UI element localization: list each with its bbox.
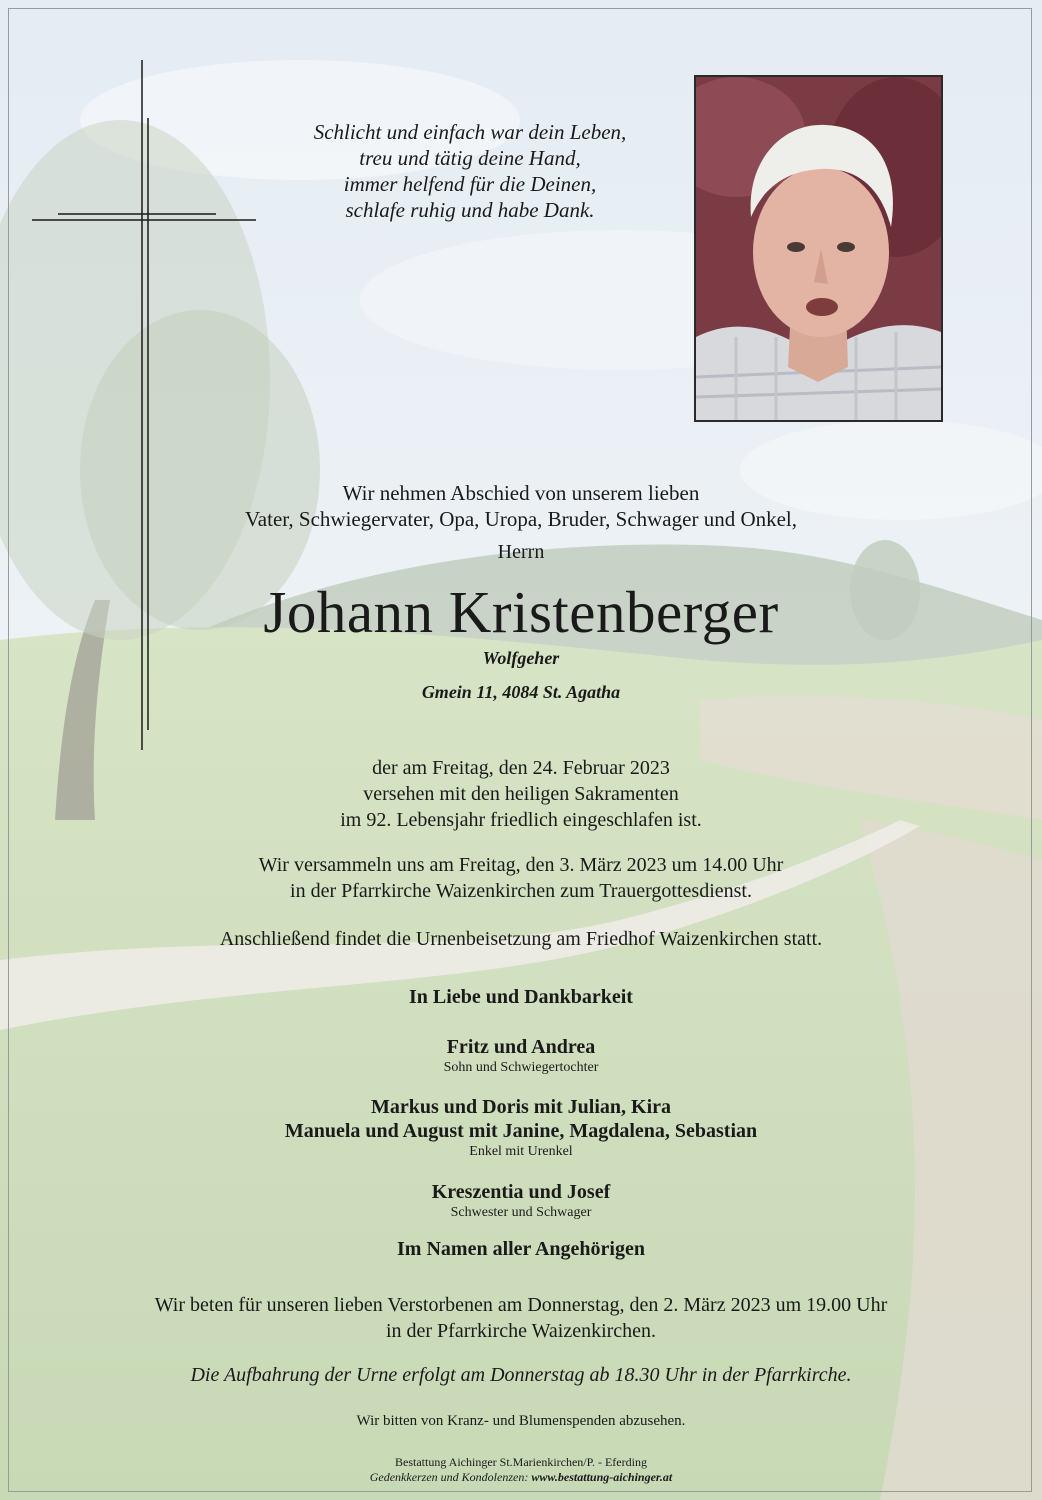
family-relation: Schwester und Schwager <box>450 1205 592 1220</box>
service-line-1: Wir versammeln uns am Freitag, den 3. März 2023 um 14.00 Uhr <box>258 854 784 876</box>
family-group-grandchildren <box>0 1095 1042 1161</box>
family-names: Manuela und August mit Janine, Magdalena, Sebastian <box>284 1120 758 1142</box>
family-names: Markus und Doris mit Julian, Kira <box>370 1096 672 1118</box>
condolence-line <box>0 1470 1042 1485</box>
family-names: Fritz und Andrea <box>446 1036 596 1058</box>
family-group-sister <box>0 1180 1042 1222</box>
all-relatives: Im Namen aller Angehörigen <box>397 1238 645 1260</box>
website-link[interactable]: www.bestattung-aichinger.at <box>531 1470 673 1484</box>
flowers-notice: Wir bitten von Kranz- und Blumenspenden abzusehen. <box>356 1413 686 1429</box>
funeral-service <box>0 852 1042 904</box>
family-relation: Sohn und Schwiegertochter <box>443 1060 599 1075</box>
deceased-address: Gmein 11, 4084 St. Agatha <box>421 682 621 702</box>
death-notice <box>0 755 1042 833</box>
death-line-3: im 92. Lebensjahr friedlich eingeschlafen ist. <box>340 809 702 831</box>
quote-line: treu und tätig deine Hand, <box>359 146 581 170</box>
deceased-name: Johann Kristenberger <box>263 579 779 645</box>
quote-line: schlafe ruhig und habe Dank. <box>345 198 595 222</box>
cross-icon <box>30 60 260 750</box>
death-line-1: der am Freitag, den 24. Februar 2023 <box>372 757 670 779</box>
poem-quote <box>230 119 710 223</box>
deceased-nickname: Wolfgeher <box>482 648 560 668</box>
prayer-line-1: Wir beten für unseren lieben Verstorbenen am Donnerstag, den 2. März 2023 um 19.00 Uhr <box>154 1294 888 1316</box>
family-names: Kreszentia und Josef <box>431 1181 611 1203</box>
salutation: Herrn <box>497 541 545 563</box>
intro-line-2: Vater, Schwiegervater, Opa, Uropa, Bruder, Schwager und Onkel, <box>244 507 798 531</box>
prayer-notice <box>0 1292 1042 1344</box>
condolence-label: Gedenkkerzen und Kondolenzen: <box>369 1470 529 1484</box>
intro-line-1: Wir nehmen Abschied von unserem lieben <box>342 481 700 505</box>
funeral-company: Bestattung Aichinger St.Marienkirchen/P. - Eferding <box>395 1455 647 1469</box>
quote-line: Schlicht und einfach war dein Leben, <box>313 120 627 144</box>
portrait-image <box>696 77 941 420</box>
farewell-intro <box>0 480 1042 532</box>
quote-line: immer helfend für die Deinen, <box>343 172 597 196</box>
service-line-2: in der Pfarrkirche Waizenkirchen zum Trauergottesdienst. <box>290 880 752 902</box>
closing-phrase: In Liebe und Dankbarkeit <box>409 986 633 1008</box>
deceased-portrait <box>694 75 943 422</box>
family-group-son <box>0 1035 1042 1077</box>
urn-viewing: Die Aufbahrung der Urne erfolgt am Donnerstag ab 18.30 Uhr in der Pfarrkirche. <box>190 1364 852 1386</box>
death-line-2: versehen mit den heiligen Sakramenten <box>363 783 679 805</box>
family-relation: Enkel mit Urenkel <box>469 1144 573 1159</box>
footer <box>0 1455 1042 1485</box>
urn-burial: Anschließend findet die Urnenbeisetzung am Friedhof Waizenkirchen statt. <box>219 928 823 950</box>
prayer-line-2: in der Pfarrkirche Waizenkirchen. <box>385 1320 657 1342</box>
